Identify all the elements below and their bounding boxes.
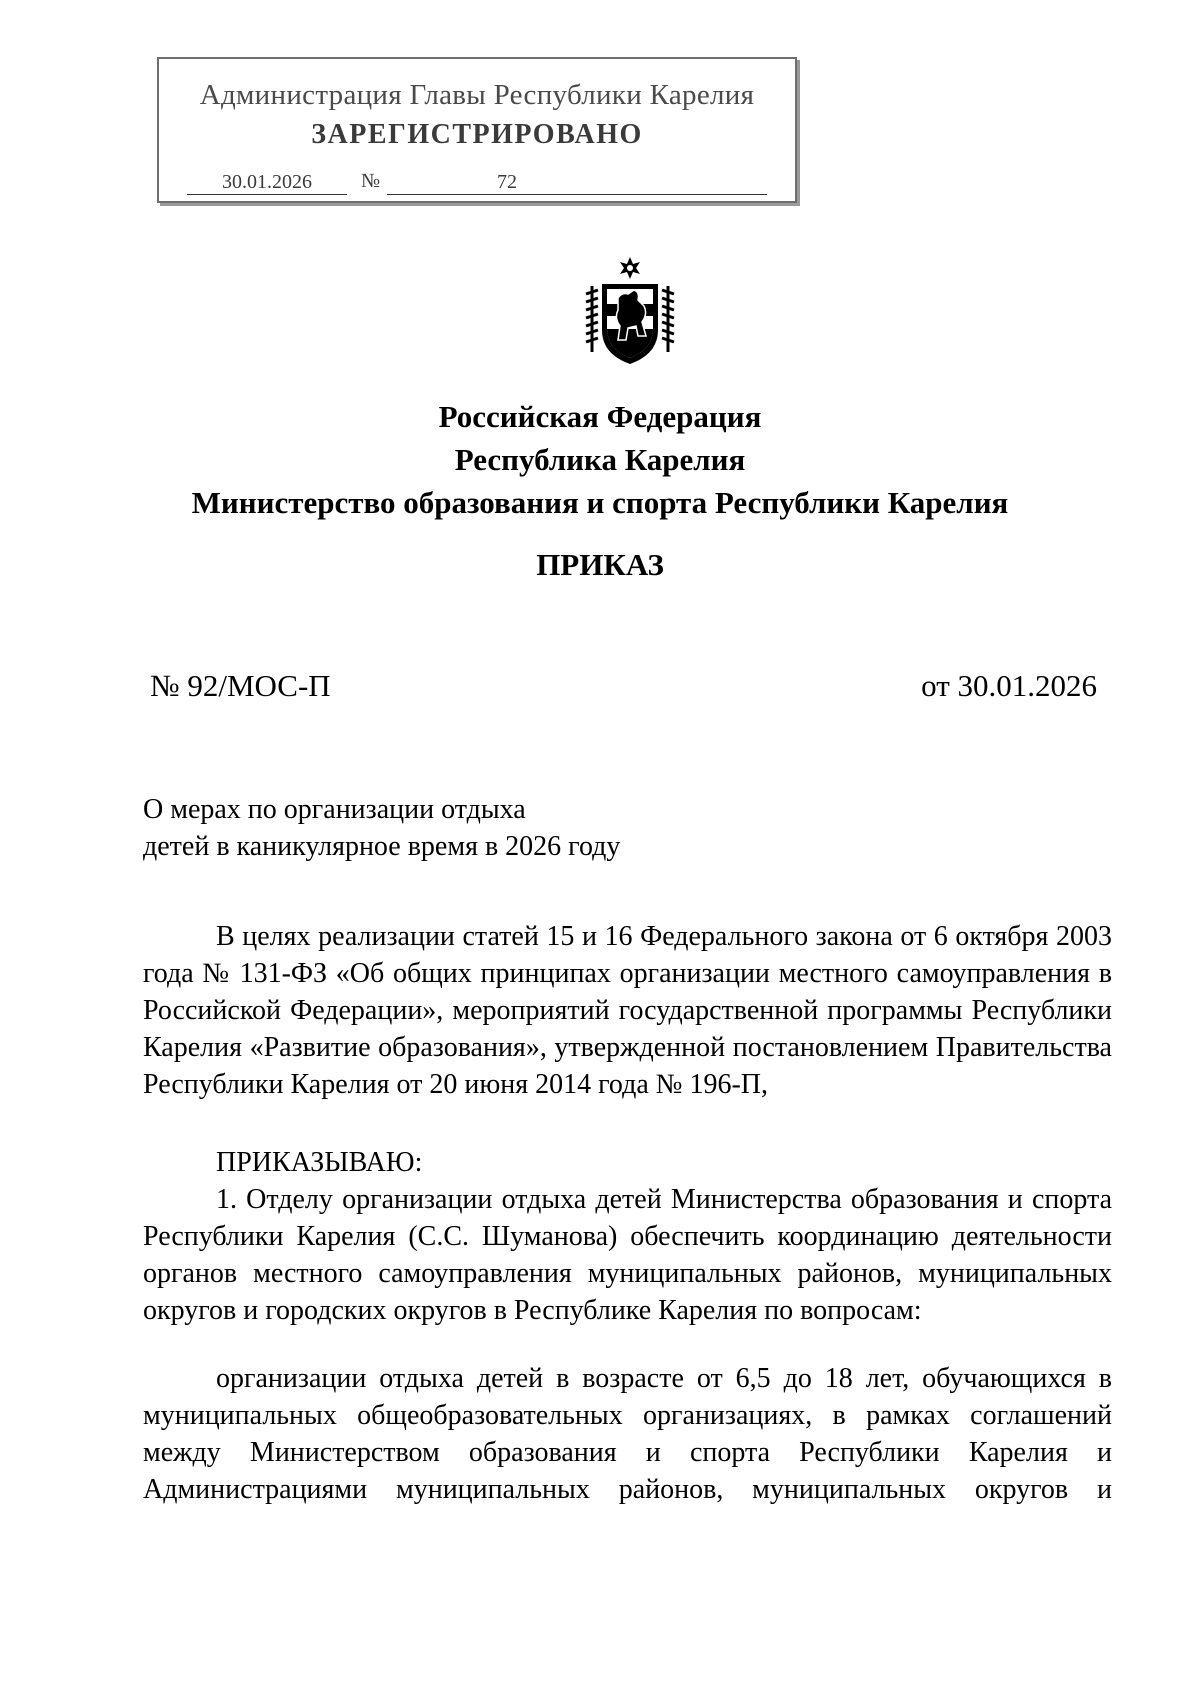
registration-stamp bbox=[157, 57, 797, 203]
stamp-title: Администрация Главы Республики Карелия bbox=[199, 79, 755, 111]
document-subject bbox=[143, 791, 843, 865]
document-date: от 30.01.2026 bbox=[921, 668, 1097, 703]
preamble-paragraph: В целях реализации статей 15 и 16 Федерального закона от 6 октября 2003 года № 131-ФЗ «Об общих принципах организации местного самоуправления в Российской Федерации», мероприятий государственной программы Республики Карелия «Развитие образования», утвержденной постановлением Правительства Республики Карелия от 20 июня 2014 года № 196-П, bbox=[143, 921, 1112, 1100]
item-1-subparagraph: организации отдыха детей в возрасте от 6,5 до 18 лет, обучающихся в муниципальных общеобразовательных организациях, в рамках соглашений между Министерством образования и спорта Республики Карелия и Администрациями муниципальных районов, муниципальных округов и bbox=[143, 1363, 1112, 1505]
subject-line-1: О мерах по организации отдыха bbox=[143, 794, 526, 825]
coat-of-arms-icon bbox=[582, 256, 678, 368]
header-ministry: Министерство образования и спорта Республики Карелия bbox=[191, 485, 1009, 520]
document-number: № 92/МОС-П bbox=[150, 668, 331, 703]
document-type: ПРИКАЗ bbox=[536, 547, 664, 582]
order-word: ПРИКАЗЫВАЮ: bbox=[216, 1147, 423, 1178]
header-republic: Республика Карелия bbox=[454, 442, 746, 477]
item-1-paragraph: 1. Отделу организации отдыха детей Министерства образования и спорта Республики Карелия (С.С. Шуманова) обеспечить координацию деятельности органов местного самоуправления муниципальных районов, муниципальных округов и городских округов в Республике Карелия по вопросам: bbox=[143, 1184, 1112, 1326]
header-country: Российская Федерация bbox=[438, 399, 762, 434]
subject-line-2: детей в каникулярное время в 2026 году bbox=[143, 831, 621, 862]
stamp-status: ЗАРЕГИСТРИРОВАНО bbox=[311, 119, 643, 150]
stamp-date: 30.01.2026 bbox=[187, 170, 347, 195]
stamp-number-sign: № bbox=[361, 170, 381, 192]
stamp-number: 72 bbox=[387, 170, 767, 195]
